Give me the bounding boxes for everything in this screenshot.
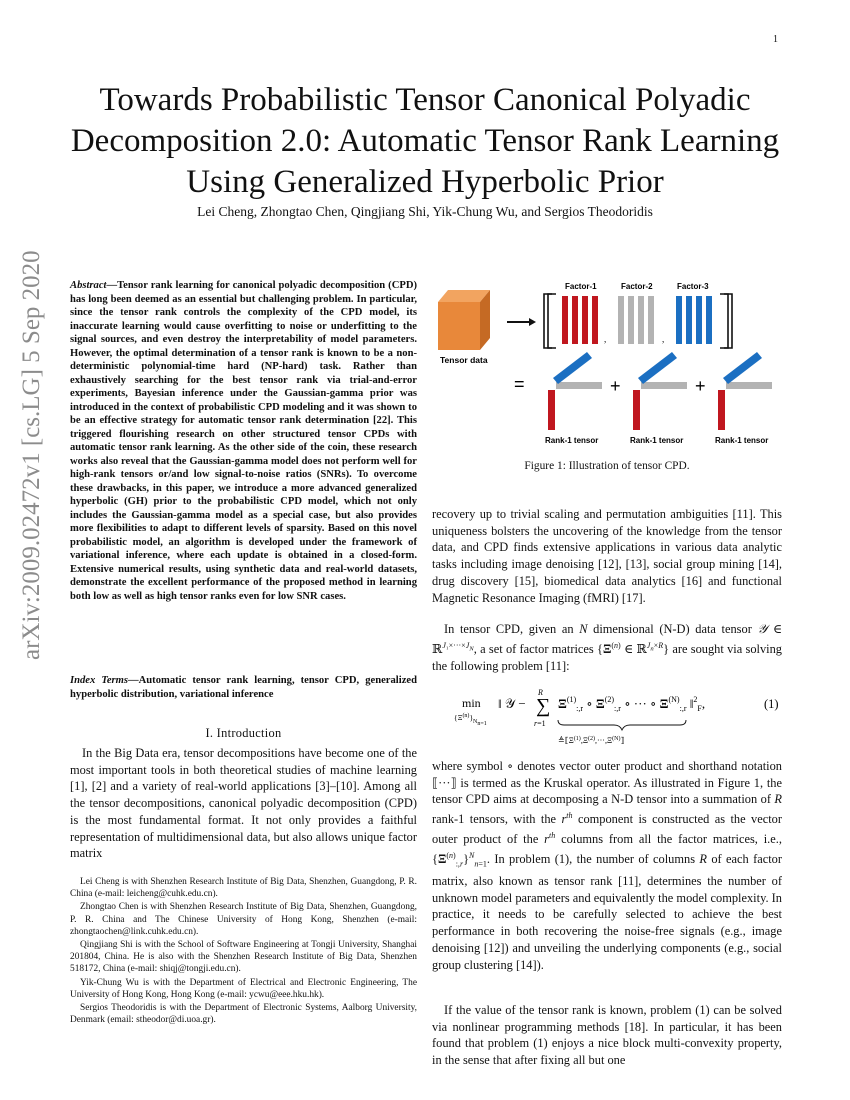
rank1-tensor-2: [633, 352, 687, 430]
svg-text:Ξ(1):,r ∘ Ξ(2):,r ∘ ··· ∘ Ξ(N): $\Xi^{(1)}_{:,r}$ ∘ $\Xi^{(2)}_{:,r}$ ∘ ··· ∘ $\Xi^{(N)}_{:,r}$ ‖$^2_F$,: [558, 695, 706, 713]
arxiv-stamp: arXiv:2009.02472v1 [cs.LG] 5 Sep 2020: [18, 250, 45, 660]
factor-3-matrix: [676, 296, 712, 344]
equation-1-render: [432, 680, 782, 750]
page-number: 1: [773, 34, 778, 45]
svg-text:∑: ∑: [536, 695, 551, 717]
footnote: Yik-Chung Wu is with the Department of Electrical and Electronic Engineering, The University of Hong Kong, Hong Kong (e-mail: ycwu@eee.hku.hk).: [70, 977, 417, 1000]
intro-paragraph: In the Big Data era, tensor decompositions have become one of the most important tools in both theoretical studies of machine learning [1], [2] and a variety of real-world applications [3]–[10]. Among all the tensor decompositions, canonical polyadic decomposition (CPD) is the most fundamental format. It not only provides a faithful representation of multidimensional data, but also allows unique factor matrix: [70, 746, 417, 861]
rank1-label: Rank-1 tensor: [715, 436, 769, 445]
svg-text:≜⟦Ξ(1),Ξ(2),···,Ξ(N)⟧: $≜⟦\Xi^{(1)},\Xi^{(2)},\cdot\cdot\cdot,\Xi^{(N)}⟧$: [558, 736, 625, 745]
abstract: [70, 279, 417, 603]
svg-text:min: min: [462, 696, 481, 710]
figure-caption: Figure 1: Illustration of tensor CPD.: [524, 460, 690, 472]
body-paragraph: recovery up to trivial scaling and permutation ambiguities [11]. This uniqueness bolsters the uncovering of the knowledge from the tensor data, and CPD finds extensive applications in various data analytic tasks including image denoising [12], [13], social group mining [14], drug discovery [15], biomedical data analytics [16] and functional Magnetic Resonance Imaging (fMRI) [17].: [432, 507, 782, 605]
svg-text:r=1: r=1: [534, 719, 546, 728]
footnote: Qingjiang Shi is with the School of Software Engineering at Tongji University, Shanghai 201804, China. He is also with the Shenzhen Research Institute of Big Data, Shenzhen 518172, China (e-mail: shiqj@tongji.edu.cn).: [70, 940, 417, 975]
factor-1-label: Factor-1: [565, 282, 597, 291]
factor-3-label: Factor-3: [677, 282, 709, 291]
comma-separator: ,: [604, 334, 607, 344]
index-terms-label: Index Terms: [70, 675, 129, 686]
factor-2-label: Factor-2: [621, 282, 653, 291]
svg-text:‖ 𝒴 −: ‖ 𝒴 −: [498, 696, 526, 711]
svg-text:R: R: [538, 688, 543, 697]
abstract-text: —Tensor rank learning for canonical polyadic decomposition (CPD) has long been deemed as an essential but challenging problem. In particular, since the tensor rank controls the complexity of the CPD model, its inaccurate learning would cause overfitting to noise or underfitting to the signal sources, and even destroy the interpretability of model parameters. However, the optimal determination of a tensor rank is known to be a non-deterministic polynomial-time hard (NP-hard) task. Rather than exhaustively searching for the best tensor rank via trial-and-error experiments, Bayesian inference under the Gaussian-gamma prior was introduced in the context of probabilistic CPD modeling and it was shown to be an effective strategy for automatic tensor rank determination [22]. This triggered flourishing research on other structured tensor CPDs with automatic tensor rank learning. As the other side of the coin, these research works also reveal that the Gaussian-gamma model does not perform well for high-rank tensors or/and low signal-to-noise ratios (SNRs). To overcome these drawbacks, in this paper, we introduce a more advanced generalized hyperbolic (GH) prior to the probabilistic CPD model, which not only includes the Gaussian-gamma model as a special case, but also provides more flexibilities to adapt to different levels of sparsity. Based on this novel probabilistic model, an algorithm is developed under the framework of variational inference, where each update is obtained in a closed-form. Extensive numerical results, using synthetic data and real-world datasets, demonstrate the excellent performance of the proposed method in learning both low as well as high tensor ranks even for low SNR cases.: [70, 280, 417, 602]
body-paragraph: where symbol ∘ denotes vector outer product and shorthand notation ⟦···⟧ is termed as the Kruskal operator. As illustrated in Figure 1, the tensor CPD aims at decomposing a N-D tensor into a summation of R rank-1 tensors, with the $r^{th}$ component is constructed as the vector outer product of the $r^{th}$ columns from all the factor matrices, i.e., $\{\Xi^{(n)}_{:,r}\}^N_{n=1}$. In problem (1), the number of columns R of each factor matrix, also known as tensor rank [11], determines the number of unknown model parameters and equivalently the model complexity. In practice, it needs to be carefully selected to achieve the best performance in both recovering the noise-free signals (e.g., image denoising [12]) and unveiling the underlying components (e.g., social group clustering [14]).: [432, 759, 783, 972]
footnote: Sergios Theodoridis is with the Department of Electronic Systems, Aalborg University, Denmark (email: stheodor@di.uoa.gr).: [70, 1003, 417, 1026]
tensor-data-label: Tensor data: [440, 355, 488, 365]
section-heading-introduction: I. Introduction: [205, 726, 282, 740]
comma-separator: ,: [662, 334, 665, 344]
rank1-label: Rank-1 tensor: [630, 436, 684, 445]
footnote: Lei Cheng is with Shenzhen Research Institute of Big Data, Shenzhen, Guangdong, P. R. China (e-mail: leicheng@cuhk.edu.cn).: [70, 877, 417, 900]
tensor-cpd-figure: [432, 280, 782, 450]
body-paragraph: In tensor CPD, given an N dimensional (N-D) data tensor 𝒴 ∈ ℝ$^{J_1\times\cdot\cdot\cdot\times J_N}$, a set of factor matrices {$\Xi^{(n)}$ ∈ ℝ$^{J_n\times R}$} are sought via solving the following problem [11]:: [432, 622, 782, 673]
body-paragraph: If the value of the tensor rank is known, problem (1) can be solved via nonlinear programming methods [18]. In particular, it has been found that problem (1) enjoys a nice block multi-convexity property, in the sense that after fixing all but one: [432, 1003, 782, 1068]
plus-sign: +: [610, 376, 621, 396]
author-list: Lei Cheng, Zhongtao Chen, Qingjiang Shi, Yik-Chung Wu, and Sergios Theodoridis: [197, 204, 653, 219]
svg-text:{Ξ(n)}Nn=1: $\{\Xi^{(n)}\}_{Nn=1}$: [454, 713, 487, 727]
plus-sign: +: [695, 376, 706, 396]
equation-number: (1): [764, 697, 779, 711]
rank1-tensor-1: [548, 352, 602, 430]
factor-2-matrix: [618, 296, 654, 344]
rank1-label: Rank-1 tensor: [545, 436, 599, 445]
index-terms: [70, 674, 417, 701]
kruskal-bracket-left-icon: [544, 294, 556, 348]
tensor-cube-icon: [438, 290, 490, 350]
equation-1: [432, 680, 782, 750]
arrow-right-icon: [507, 318, 536, 326]
author-footnotes: [70, 876, 417, 1027]
factor-1-matrix: [562, 296, 598, 344]
abstract-label: Abstract: [70, 280, 107, 291]
kruskal-bracket-right-icon: [720, 294, 732, 348]
index-terms-text: —Automatic tensor rank learning, tensor CPD, generalized hyperbolic distribution, variational inference: [70, 675, 417, 700]
footnote: Zhongtao Chen is with Shenzhen Research Institute of Big Data, Shenzhen, Guangdong, P. R. China and The Chinese University of Hong Kong, Shenzhen (e-mail: zhongtaochen@link.cuhk.edu.cn).: [70, 902, 417, 937]
equals-sign: =: [514, 374, 525, 394]
rank1-tensor-3: [718, 352, 772, 430]
paper-title: Towards Probabilistic Tensor Canonical Polyadic Decomposition 2.0: Automatic Tensor Rank Learning Using Generalized Hyperbolic Prior: [70, 82, 780, 200]
